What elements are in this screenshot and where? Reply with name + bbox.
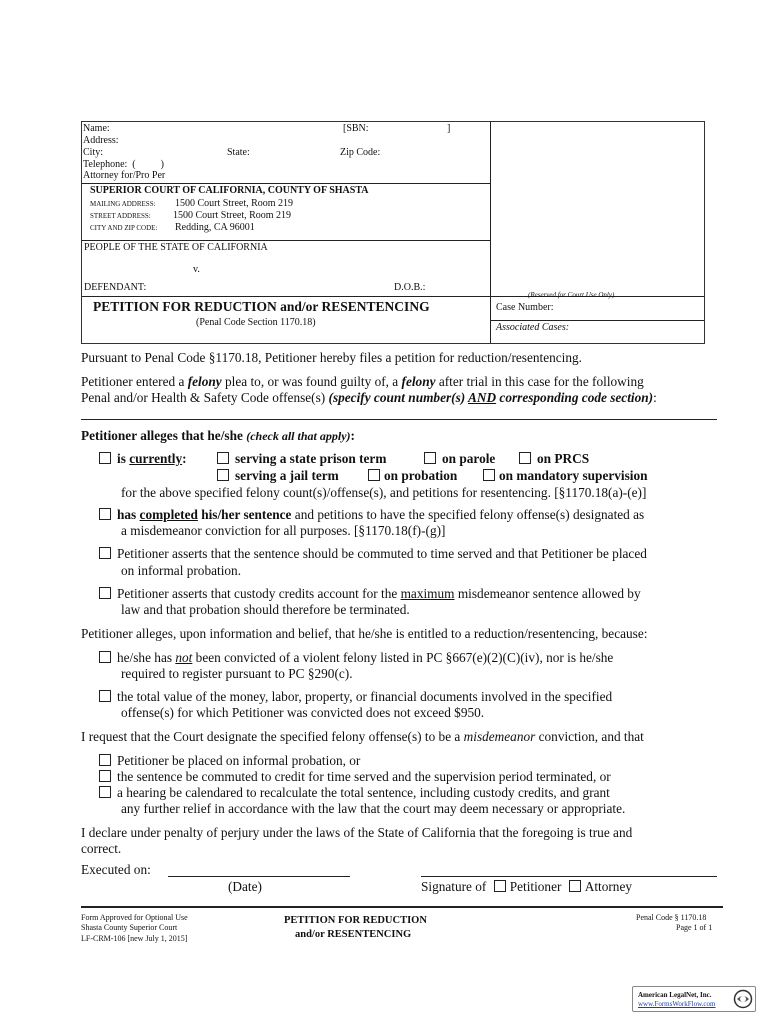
completed-line2: a misdemeanor conviction for all purposes. [§1170.18(f)-(g)] [121,523,446,538]
offense-entry-line[interactable] [81,419,717,420]
commute-line2: on informal probation. [121,563,242,578]
telephone-label: Telephone: ( ) [83,159,164,170]
executed-label: Executed on: [81,862,151,877]
date-line[interactable] [168,876,350,877]
request-opt-1 [99,753,360,769]
opt-mandatory [483,468,648,484]
completed-has: has [117,507,140,522]
p2d: Penal and/or Health & Safety Code offense(s) [81,390,329,405]
footer-left-3: LF-CRM-106 [new July 1, 2015] [81,934,188,943]
zip-label: Zip Code: [340,147,381,158]
currently-tail: for the above specified felony count(s)/offense(s), and petitions for resentencing. [§1170.18(a)-(e)] [121,485,647,500]
opt-jail [217,468,339,484]
commute-line1: Petitioner asserts that the sentence should be commuted to time served and that Petitioner be placed [117,546,647,561]
footer-right-1: Penal Code § 1170.18 [636,913,707,922]
caption-line-1 [82,183,490,184]
violent-checkbox[interactable] [99,651,111,663]
mailing-label: MAILING ADDRESS: [90,200,156,208]
parole-checkbox[interactable] [424,452,436,464]
currently-colon: : [182,451,187,466]
declare-line1: I declare under penalty of perjury under the laws of the State of California that the foregoing is true and [81,825,633,840]
sbn-close: ] [447,123,451,134]
associated-cases-label: Associated Cases: [496,322,570,333]
felony-paragraph-line2 [81,390,657,406]
sbn-label: [SBN: [343,123,369,134]
credits-row [99,586,641,602]
is-currently-checkbox[interactable] [99,452,111,464]
violent-not: not [175,650,193,665]
intro-paragraph: Pursuant to Penal Code §1170.18, Petitioner hereby files a petition for reduction/resentencing. [81,350,582,365]
request-2-checkbox[interactable] [99,770,111,782]
signature-line[interactable] [421,876,717,877]
reserved-label: (Reserved for Court Use Only) [528,291,615,299]
request-opt-2 [99,769,611,785]
request-b: conviction, and that [535,729,644,744]
completed-word: completed [139,507,198,522]
versus-label: v. [193,264,200,275]
jail-label: serving a jail term [235,468,339,483]
request-opt-3 [99,785,610,801]
completed-checkbox[interactable] [99,508,111,520]
form-subtitle: (Penal Code Section 1170.18) [196,317,316,328]
felony-paragraph [81,374,644,390]
footer-left-2: Shasta County Superior Court [81,923,178,932]
mandatory-label: on mandatory supervision [499,468,648,483]
specify-and: AND [468,390,497,405]
currently-row-1 [99,451,187,467]
request-misdemeanor: misdemeanor [463,729,536,744]
caption-line-4 [490,320,704,321]
sig-attorney-label: Attorney [584,879,633,894]
state-label: State: [227,147,250,158]
credits-1b: misdemeanor sentence allowed by [454,586,641,601]
value-checkbox[interactable] [99,690,111,702]
brand-url[interactable]: www.FormsWorkFlow.com [638,1000,716,1008]
request-a: I request that the Court designate the specified felony offense(s) to be a [81,729,464,744]
request-2-label: the sentence be commuted to credit for time served and the supervision period terminated, or [117,769,611,784]
is-label: is [117,451,130,466]
signature-row [421,879,632,895]
declare-line2: correct. [81,841,122,856]
violent-row [99,650,613,666]
sig-petitioner-label: Petitioner [509,879,562,894]
specify-2: corresponding code section) [496,390,654,405]
caption-divider-vertical [490,122,491,343]
opt-prcs [519,451,589,467]
value-line2: offense(s) for which Petitioner was convicted does not exceed $950. [121,705,485,720]
p2b: plea to, or was found guilty of, a [221,374,402,389]
footer-center-1: PETITION FOR REDUCTION [284,915,427,926]
p2c: after trial in this case for the following [435,374,644,389]
alleges-paren: (check all that apply) [246,429,351,443]
brand-globe-icon [733,989,753,1009]
violent-a: he/she has [117,650,176,665]
cityzip-label: CITY AND ZIP CODE: [90,224,158,232]
attorney-label: Attorney for/Pro Per [83,170,166,181]
request-1-label: Petitioner be placed on informal probation, or [117,753,361,768]
city-label: City: [83,147,104,158]
request-3-checkbox[interactable] [99,786,111,798]
mandatory-checkbox[interactable] [483,469,495,481]
prison-label: serving a state prison term [235,451,387,466]
commute-row [99,546,647,562]
form-title: PETITION FOR REDUCTION and/or RESENTENCING [93,299,430,314]
felony-word-1: felony [187,374,222,389]
opt-prison [217,451,386,467]
probation-checkbox[interactable] [368,469,380,481]
name-label: Name: [83,123,110,134]
address-label: Address: [83,135,119,146]
case-number-label: Case Number: [496,302,554,313]
prcs-label: on PRCS [537,451,590,466]
dob-label: D.O.B.: [394,282,426,293]
prison-checkbox[interactable] [217,452,229,464]
request-paragraph [81,729,644,745]
defendant-label: DEFENDANT: [84,282,147,293]
date-label: (Date) [228,879,262,894]
prcs-checkbox[interactable] [519,452,531,464]
probation-label: on probation [384,468,458,483]
p2-colon: : [653,390,657,405]
violent-line2: required to register pursuant to PC §290(c). [121,666,353,681]
credits-checkbox[interactable] [99,587,111,599]
street-value: 1500 Court Street, Room 219 [173,210,292,221]
mailing-value: 1500 Court Street, Room 219 [175,198,294,209]
opt-parole [424,451,495,467]
brand-name: American LegalNet, Inc. [638,991,712,999]
alleges-heading [81,428,355,444]
credits-line2: law and that probation should therefore be terminated. [121,602,410,617]
cityzip-value: Redding, CA 96001 [175,222,255,233]
alleges-text: Petitioner alleges that he/she [81,428,247,443]
footer-center-2: and/or RESENTENCING [295,929,412,940]
completed-row [99,507,644,523]
court-title: SUPERIOR COURT OF CALIFORNIA, COUNTY OF SHASTA [90,185,369,196]
footer-right-2: Page 1 of 1 [676,923,713,932]
people-label: PEOPLE OF THE STATE OF CALIFORNIA [84,242,268,253]
value-row [99,689,612,705]
specify-1: (specify count number(s) [328,390,469,405]
completed-rest: and petitions to have the specified felony offense(s) designated as [291,507,645,522]
opt-probation [368,468,457,484]
caption-line-2 [82,240,490,241]
violent-b: been convicted of a violent felony listed in PC §667(e)(2)(C)(iv), nor is he/she [192,650,614,665]
currently-word: currently [129,451,183,466]
request-1-checkbox[interactable] [99,754,111,766]
street-label: STREET ADDRESS: [90,212,151,220]
brand-stamp [632,986,756,1012]
commute-checkbox[interactable] [99,547,111,559]
signature-label: Signature of [421,879,487,894]
alleges-colon: : [350,428,355,443]
request-line4: any further relief in accordance with the law that the court may deem necessary or appropriate. [121,801,626,816]
sig-petitioner-checkbox[interactable] [494,880,506,892]
value-line1: the total value of the money, labor, property, or financial documents involved in the specified [117,689,613,704]
jail-checkbox[interactable] [217,469,229,481]
belief-paragraph: Petitioner alleges, upon information and belief, that he/she is entitled to a reduction/resentencing, because: [81,626,648,641]
parole-label: on parole [442,451,496,466]
sig-attorney-checkbox[interactable] [569,880,581,892]
p2a: Petitioner entered a [81,374,188,389]
credits-1a: Petitioner asserts that custody credits account for the [117,586,401,601]
felony-word-2: felony [401,374,436,389]
completed-his: his/her sentence [197,507,292,522]
footer-left-1: Form Approved for Optional Use [81,913,188,922]
footer-rule [81,906,723,908]
request-3-label: a hearing be calendared to recalculate the total sentence, including custody credits, and grant [117,785,610,800]
credits-maximum: maximum [400,586,455,601]
